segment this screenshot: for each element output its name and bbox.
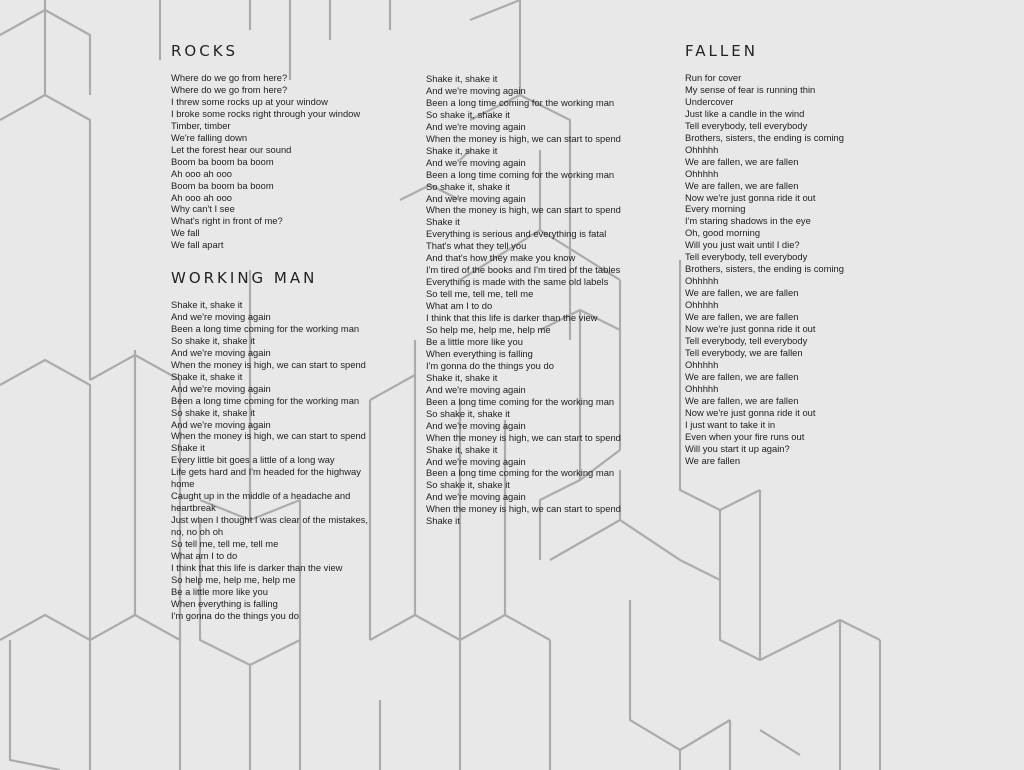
- lyric-line: I'm staring shadows in the eye: [685, 215, 811, 227]
- lyric-line: Will you start it up again?: [685, 442, 790, 454]
- lyric-line: We are fallen, we are fallen: [685, 155, 799, 167]
- lyric-line: Been a long time coming for the working man: [426, 168, 615, 180]
- working-man-lyrics: [171, 299, 381, 622]
- lyric-line: Tell everybody, we are fallen: [685, 346, 803, 358]
- lyric-line: I'm gonna do the things you do: [426, 359, 554, 371]
- lyric-line: We are fallen: [685, 454, 741, 466]
- lyric-line: Been a long time coming for the working man: [426, 467, 615, 479]
- lyric-line: Ohhhhh: [685, 275, 719, 287]
- lyric-line: Even when your fire runs out: [685, 430, 805, 442]
- rocks-title: ROCKS: [171, 42, 239, 60]
- lyric-line: Been a long time coming for the working man: [426, 395, 615, 407]
- lyric-line: And we're moving again: [426, 383, 526, 395]
- lyric-line: I'm tired of the books and I'm tired of the tables: [426, 264, 621, 276]
- lyric-line: We fall: [171, 227, 200, 239]
- lyric-line: I just want to take it in: [685, 418, 776, 430]
- lyric-line: So shake it, shake it: [426, 407, 510, 419]
- lyric-line: Timber, timber: [171, 119, 231, 131]
- lyric-line: Boom ba boom ba boom: [171, 155, 274, 167]
- lyric-line: What am I to do: [171, 550, 238, 562]
- lyric-line: Be a little more like you: [171, 585, 268, 597]
- lyric-line: So help me, help me, help me: [171, 573, 296, 585]
- lyric-line: Ohhhhh: [685, 167, 719, 179]
- lyric-line: Just when I thought I was clear of the mistakes, no, no oh oh: [171, 514, 368, 538]
- lyric-line: That's what they tell you: [426, 240, 527, 252]
- lyric-line: Been a long time coming for the working man: [171, 322, 360, 334]
- lyric-line: When the money is high, we can start to spend: [171, 358, 366, 370]
- lyric-line: And we're moving again: [426, 419, 526, 431]
- lyric-line: Oh, good morning: [685, 227, 761, 239]
- lyric-line: Shake it, shake it: [171, 370, 243, 382]
- lyric-line: Now we're just gonna ride it out: [685, 406, 816, 418]
- lyric-line: Shake it: [171, 442, 205, 454]
- lyric-line: We are fallen, we are fallen: [685, 311, 799, 323]
- lyric-line: So tell me, tell me, tell me: [171, 538, 279, 550]
- lyric-line: I'm gonna do the things you do: [171, 609, 299, 621]
- lyric-line: Shake it, shake it: [426, 371, 498, 383]
- lyric-line: When everything is falling: [171, 597, 278, 609]
- lyric-line: So shake it, shake it: [426, 108, 510, 120]
- lyric-line: So tell me, tell me, tell me: [426, 288, 534, 300]
- lyric-line: Life gets hard and I'm headed for the highway home: [171, 466, 361, 490]
- lyric-line: And we're moving again: [426, 192, 526, 204]
- lyric-line: And we're moving again: [426, 120, 526, 132]
- lyric-line: Everything is serious and everything is fatal: [426, 228, 607, 240]
- lyric-line: So shake it, shake it: [171, 334, 255, 346]
- lyric-line: Everything is made with the same old labels: [426, 276, 609, 288]
- lyric-line: And we're moving again: [171, 382, 271, 394]
- lyric-line: Brothers, sisters, the ending is coming: [685, 263, 844, 275]
- lyric-line: When the money is high, we can start to spend: [426, 204, 621, 216]
- lyric-line: Undercover: [685, 95, 734, 107]
- lyric-line: I think that this life is darker than the view: [171, 561, 343, 573]
- lyric-line: We are fallen, we are fallen: [685, 394, 799, 406]
- lyric-line: Shake it, shake it: [426, 443, 498, 455]
- lyric-line: We are fallen, we are fallen: [685, 287, 799, 299]
- working-man-lyrics-continued: [426, 73, 621, 527]
- lyric-line: So shake it, shake it: [426, 180, 510, 192]
- lyric-line: When the money is high, we can start to spend: [426, 132, 621, 144]
- lyric-line: Tell everybody, tell everybody: [685, 251, 808, 263]
- lyric-line: Shake it: [426, 515, 460, 527]
- lyric-line: When everything is falling: [426, 347, 533, 359]
- lyric-line: And we're moving again: [426, 491, 526, 503]
- lyric-line: We are fallen, we are fallen: [685, 179, 799, 191]
- lyric-line: Be a little more like you: [426, 335, 523, 347]
- lyric-line: Shake it, shake it: [426, 73, 498, 84]
- lyric-line: So shake it, shake it: [426, 479, 510, 491]
- lyric-line: When the money is high, we can start to spend: [171, 430, 366, 442]
- lyric-line: And we're moving again: [171, 310, 271, 322]
- lyric-line: Where do we go from here?: [171, 72, 288, 83]
- lyric-line: When the money is high, we can start to spend: [426, 503, 621, 515]
- lyric-line: Why can't I see: [171, 203, 235, 215]
- rocks-lyrics: [171, 72, 360, 251]
- lyric-line: And we're moving again: [426, 84, 526, 96]
- lyric-line: Brothers, sisters, the ending is coming: [685, 131, 844, 143]
- lyric-line: Been a long time coming for the working man: [171, 394, 360, 406]
- lyric-line: Every morning: [685, 203, 746, 215]
- lyric-line: We fall apart: [171, 239, 224, 251]
- lyric-line: Ohhhhh: [685, 382, 719, 394]
- lyric-line: Ohhhhh: [685, 358, 719, 370]
- lyric-line: Caught up in the middle of a headache and heartbreak: [171, 490, 351, 514]
- lyric-line: Where do we go from here?: [171, 83, 288, 95]
- lyric-line: I think that this life is darker than the view: [426, 312, 598, 324]
- lyric-line: So help me, help me, help me: [426, 324, 551, 336]
- lyric-line: Just like a candle in the wind: [685, 107, 805, 119]
- lyric-line: I threw some rocks up at your window: [171, 95, 328, 107]
- lyric-line: I broke some rocks right through your window: [171, 107, 361, 119]
- lyric-line: My sense of fear is running thin: [685, 83, 816, 95]
- lyric-line: When the money is high, we can start to spend: [426, 431, 621, 443]
- lyric-line: What am I to do: [426, 300, 493, 312]
- lyric-line: Ohhhhh: [685, 299, 719, 311]
- lyric-line: Let the forest hear our sound: [171, 143, 292, 155]
- lyric-line: Now we're just gonna ride it out: [685, 323, 816, 335]
- lyric-line: And we're moving again: [171, 418, 271, 430]
- lyric-line: And we're moving again: [426, 455, 526, 467]
- lyric-line: We're falling down: [171, 131, 248, 143]
- lyric-line: Ohhhhh: [685, 143, 719, 155]
- lyric-line: What's right in front of me?: [171, 215, 283, 227]
- lyric-line: Tell everybody, tell everybody: [685, 119, 808, 131]
- lyric-line: Shake it, shake it: [171, 299, 243, 310]
- lyric-line: Ah ooo ah ooo: [171, 191, 232, 203]
- lyric-line: Will you just wait until I die?: [685, 239, 800, 251]
- working-man-title: WORKING MAN: [171, 269, 318, 287]
- fallen-lyrics: [685, 72, 844, 466]
- lyric-line: Boom ba boom ba boom: [171, 179, 274, 191]
- lyric-line: So shake it, shake it: [171, 406, 255, 418]
- lyric-line: Shake it: [426, 216, 460, 228]
- lyric-line: Shake it, shake it: [426, 144, 498, 156]
- lyric-line: And that's how they make you know: [426, 252, 576, 264]
- lyric-line: Now we're just gonna ride it out: [685, 191, 816, 203]
- lyric-line: Every little bit goes a little of a long way: [171, 454, 335, 466]
- lyric-line: Ah ooo ah ooo: [171, 167, 232, 179]
- fallen-title: FALLEN: [685, 42, 758, 60]
- lyric-line: And we're moving again: [171, 346, 271, 358]
- lyric-line: And we're moving again: [426, 156, 526, 168]
- lyric-line: We are fallen, we are fallen: [685, 370, 799, 382]
- lyric-line: Been a long time coming for the working man: [426, 96, 615, 108]
- lyric-line: Run for cover: [685, 72, 742, 83]
- lyric-line: Tell everybody, tell everybody: [685, 334, 808, 346]
